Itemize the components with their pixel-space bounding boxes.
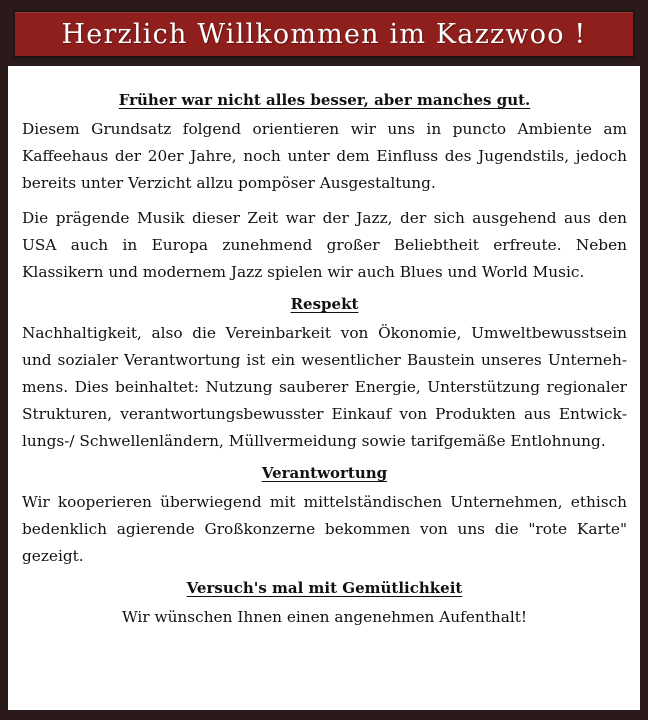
paragraph-ambiente: Diesem Grundsatz folgend orientieren wir uns in puncto Ambiente am Kaffeehaus der 20er Jahre, noch unter dem Einfluss des Jugendstils, jedoch bereits unter Verzicht allzu pompöser Ausgestaltung. — [22, 120, 627, 192]
content-panel — [8, 66, 640, 710]
welcome-banner — [13, 10, 635, 58]
closing-line: Wir wünschen Ihnen einen angenehmen Aufenthalt! — [121, 608, 528, 626]
section-heading-verantwortung: Verantwortung — [261, 464, 388, 482]
section-heading-respekt: Respekt — [290, 295, 359, 313]
paragraph-musik: Die prägende Musik dieser Zeit war der Jazz, der sich ausgehend aus den USA auch in Europa zunehmend großer Beliebtheit erfreute. Neben Klassikern und modernem Jazz spielen wir auch Blues und World Music. — [22, 209, 627, 281]
banner-title: Herzlich Willkommen im Kazzwoo ! — [61, 18, 587, 50]
section-heading-frueher: Früher war nicht alles besser, aber manches gut. — [118, 91, 531, 109]
paragraph-nachhaltigkeit: Nachhaltigkeit, also die Vereinbarkeit von Ökonomie, Umweltbewusstsein und sozialer Verantwortung ist ein wesentlicher Baustein unseres Unternehmens. Dies beinhaltet: Nutzung sauberer Energie, Unterstützung regionaler Strukturen, verantwortungsbewusster Einkauf von Produkten aus Entwicklungs-/ Schwellenländern, Müllvermeidung sowie tarifgemäße Entlohnung. — [22, 324, 627, 450]
paragraph-kooperation: Wir kooperieren überwiegend mit mittelständischen Unternehmen, ethisch bedenklich agierende Großkonzerne bekommen von uns die "rote Karte" gezeigt. — [22, 493, 627, 565]
section-heading-gemuetlichkeit: Versuch's mal mit Gemütlichkeit — [186, 579, 463, 597]
